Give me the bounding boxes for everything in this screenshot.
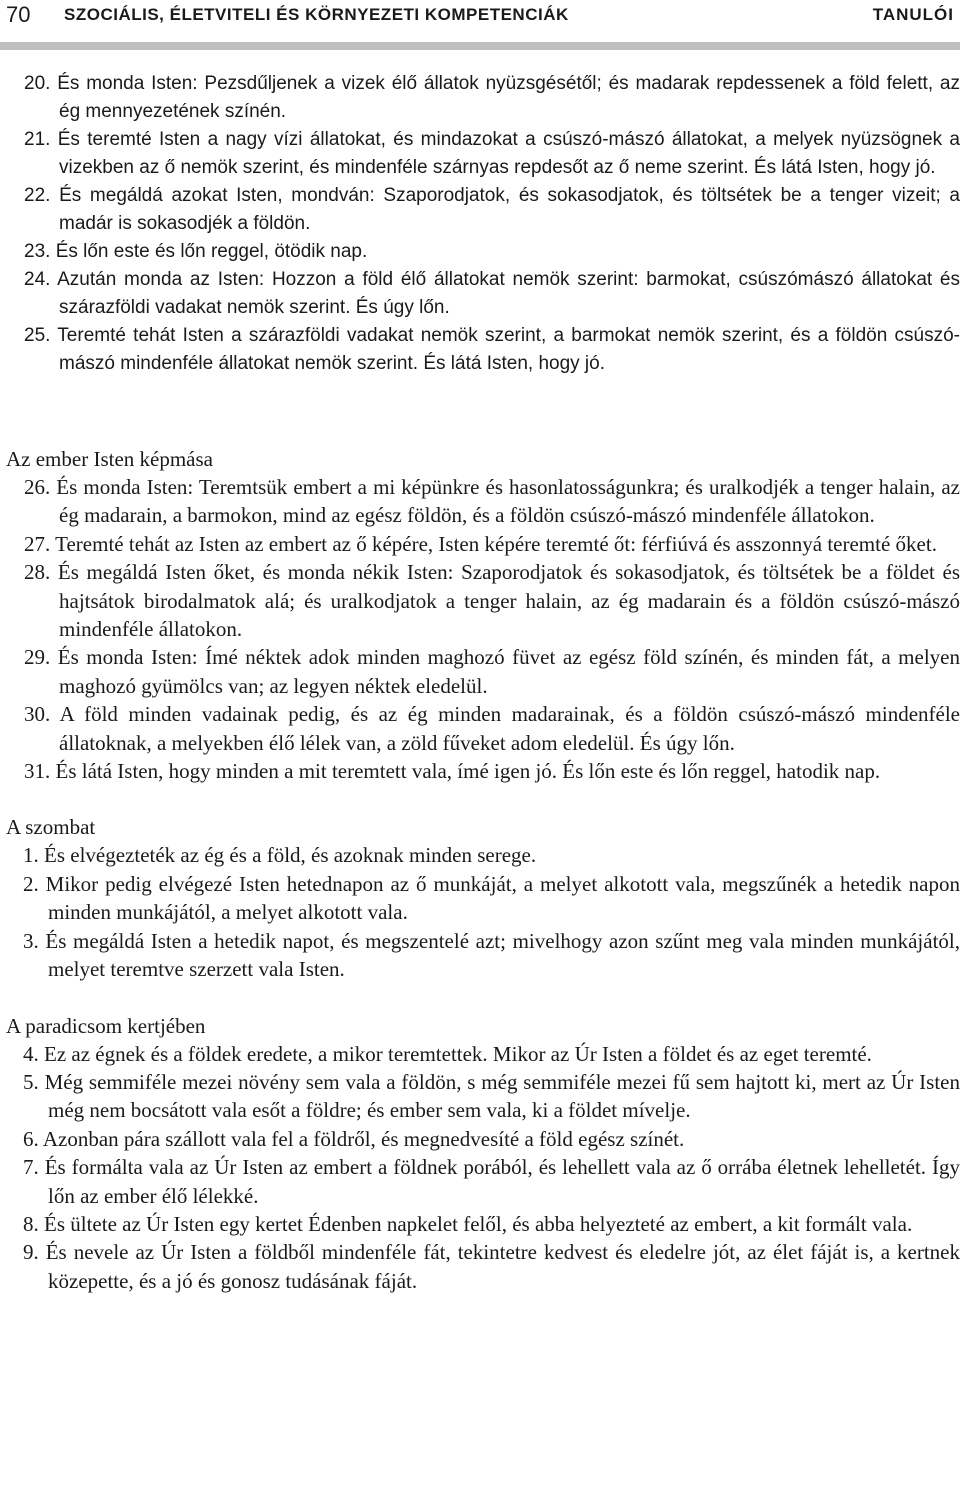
section-heading: Az ember Isten képmása: [6, 447, 213, 471]
verse-item: 21. És teremté Isten a nagy vízi állatokat, és mindazokat a csúszó-mászó állatokat, a melyek nyüzsögnek a vizekben az ő nemök szerint, és mindenféle szárnyas repdesőt az ő neme szerint. És látá Isten, hogy jó.: [24, 129, 960, 178]
verse-item: 9. És nevele az Úr Isten a földből mindenféle fát, tekintetre kedvest és eledelre jót, az élet fáját is, a kertnek közepette, és a jó és gonosz tudásának fáját.: [23, 1240, 960, 1293]
verse-item: 23. És lőn este és lőn reggel, ötödik nap.: [24, 241, 368, 262]
genesis-verses-20-25: [0, 70, 960, 378]
verse-item: 6. Azonban pára szállott vala fel a földről, és megnedvesíté a föld egész színét.: [23, 1126, 685, 1151]
verse-item: 30. A föld minden vadainak pedig, és az ég minden madarainak, és a földön csúszó-mászó mindenféle állatoknak, a melyekben élő lélek van, a zöld fűveket adom eledelül. És úgy lőn.: [24, 702, 960, 755]
verse-item: 4. Ez az égnek és a földek eredete, a mikor teremtettek. Mikor az Úr Isten a földet és az eget teremté.: [23, 1041, 872, 1066]
verse-item: 25. Teremté tehát Isten a szárazföldi vadakat nemök szerint, a barmokat nemök szerint, és a földön csúszó-mászó mindenféle állatokat nemök szerint. És látá Isten, hogy jó.: [24, 325, 960, 374]
verse-item: 7. És formálta vala az Úr Isten az embert a földnek porából, és lehellett vala az ő orrába életnek lehelletét. Így lőn az ember élő lélekké.: [23, 1155, 960, 1208]
running-title: SZOCIÁLIS, ÉLETVITELI ÉS KÖRNYEZETI KOMPETENCIÁK: [64, 5, 569, 24]
page-number: 70: [6, 2, 31, 27]
verse-item: 22. És megáldá azokat Isten, mondván: Szaporodjatok, és sokasodjatok, és töltsétek be a tenger vizeit; a madár is sokasodjék a földön.: [24, 185, 960, 234]
verse-item: 26. És monda Isten: Teremtsük embert a mi képünkre és hasonlatosságunkra; és uralkodjék a tenger halain, az ég madarain, a barmokon, mind az egész földön, és a földön csúszó-mászó mindenféle állatokon.: [24, 475, 960, 528]
verse-item: 24. Azután monda az Isten: Hozzon a föld élő állatokat nemök szerint: barmokat, csúszómászó állatokat és szárazföldi vadakat nemök szerint. És úgy lőn.: [24, 269, 960, 318]
verse-item: 29. És monda Isten: Ímé néktek adok minden maghozó füvet az egész föld színén, és minden fát, a melyen maghozó gyümölcs van; az legyen néktek eledelül.: [24, 645, 960, 698]
header-rule: [0, 42, 960, 50]
section-szombat: [0, 813, 960, 983]
section-heading: A paradicsom kertjében: [6, 1013, 206, 1038]
verse-item: 2. Mikor pedig elvégezé Isten hetednapon az ő munkáját, a melyet alkotott vala, megszűnék a hetedik napon minden munkájától, a melyet alkotott vala.: [23, 871, 960, 925]
running-tag: TANULÓI: [872, 5, 954, 24]
section-gap: [0, 984, 960, 1012]
verse-item: 5. Még semmiféle mezei növény sem vala a földön, s még semmiféle mezei fű sem hajtott ki, mert az Úr Isten még nem bocsátott vala esőt a földre; és ember sem vala, ki a földet mívelje.: [23, 1069, 960, 1123]
main-text-body: [0, 445, 960, 1295]
verse-item: 28. És megáldá Isten őket, és monda nékik Isten: Szaporodjatok és sokasodjatok, és töltsétek be a földet és hajtsátok birodalmatok alá; és uralkodjatok a tenger halain, az ég madarain és a földön csúszó-mászó mindenféle állatokon.: [24, 560, 960, 642]
verse-item: 31. És látá Isten, hogy minden a mit teremtett vala, ímé igen jó. És lőn este és lőn reggel, hatodik nap.: [24, 759, 881, 784]
verse-item: 20. És monda Isten: Pezsdűljenek a vizek élő állatok nyüzsgésétől; és madarak repdessenek a föld felett, az ég mennyezetének színén.: [24, 73, 960, 122]
section-gap: [0, 785, 960, 813]
section-ember: [0, 445, 960, 785]
section-heading: A szombat: [6, 815, 96, 840]
section-paradicsom: [0, 1012, 960, 1296]
verse-item: 3. És megáldá Isten a hetedik napot, és megszentelé azt; mivelhogy azon szűnt meg vala minden munkájától, melyet teremtve szerzett vala Isten.: [23, 928, 960, 982]
page-header: [0, 0, 960, 52]
verse-item: 27. Teremté tehát az Isten az embert az ő képére, Isten képére teremté őt: férfiúvá és asszonnyá teremté őket.: [24, 531, 937, 556]
verse-item: 8. És ültete az Úr Isten egy kertet Édenben napkelet felől, és abba helyezteté az embert, a kit formált vala.: [23, 1211, 913, 1236]
verse-item: 1. És elvégezteték az ég és a föld, és azoknak minden serege.: [23, 843, 537, 868]
